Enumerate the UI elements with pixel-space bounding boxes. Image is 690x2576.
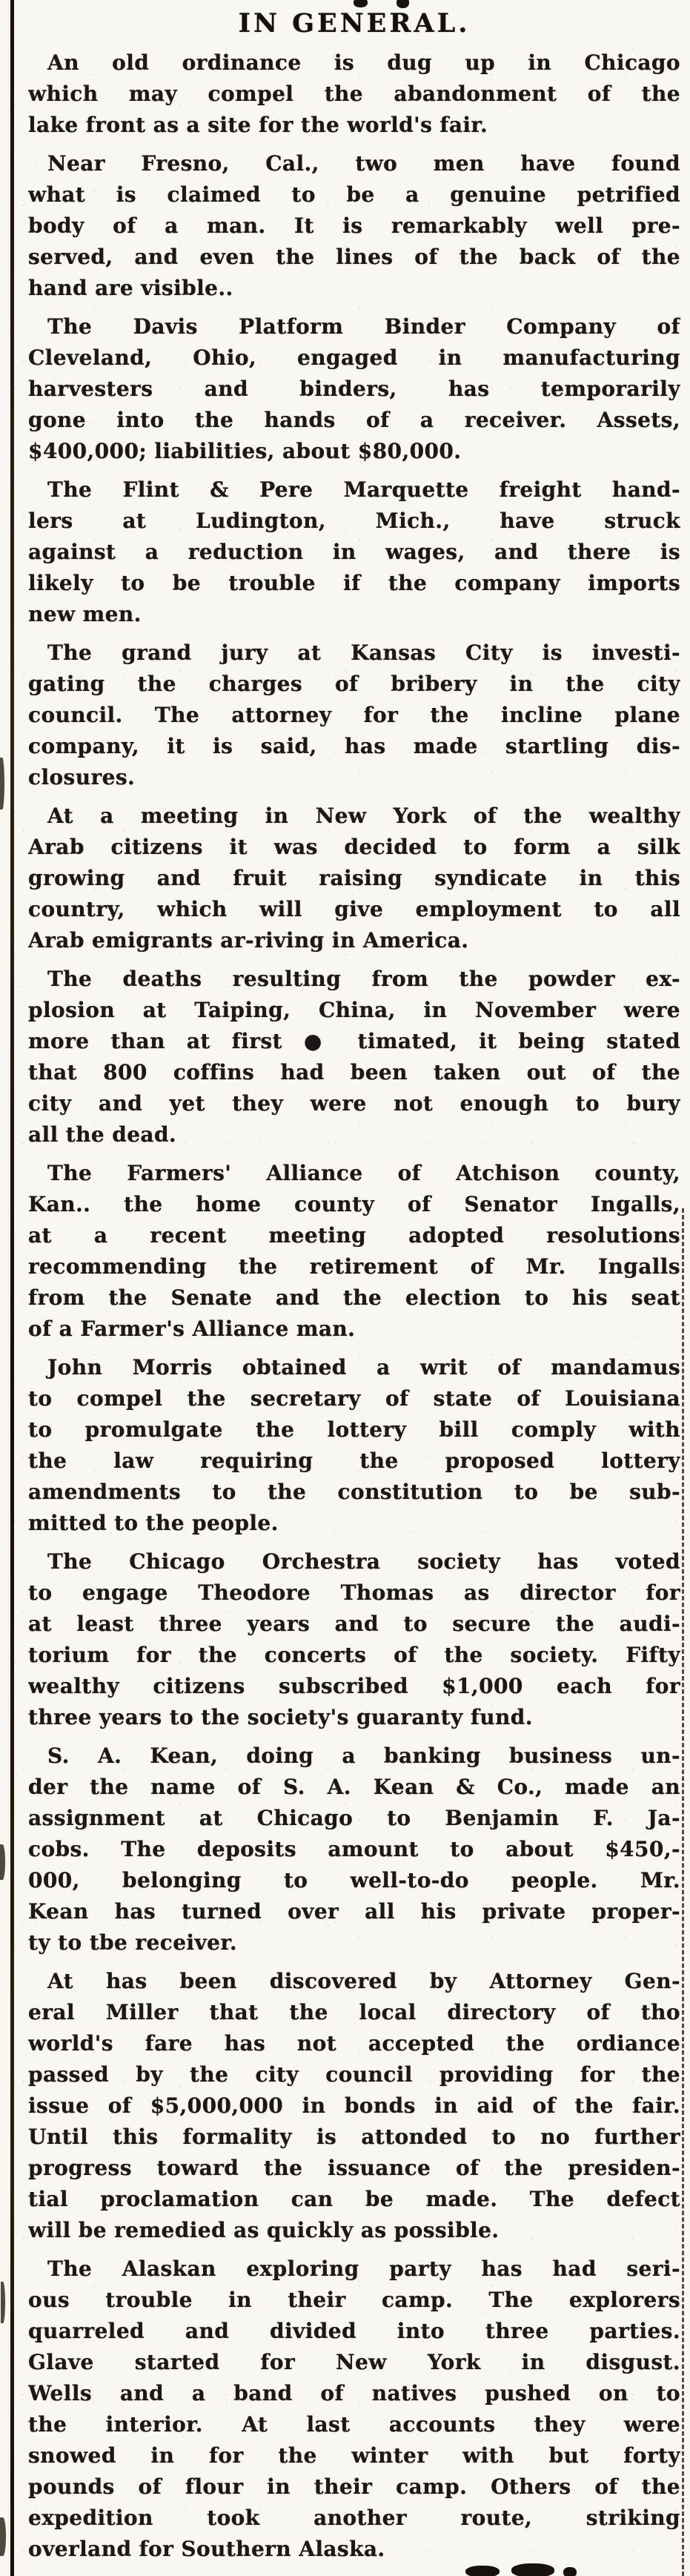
text-line: pounds of flour in their camp. Others of the (28, 2474, 680, 2499)
print-artifact (563, 2567, 577, 2576)
text-line: at a recent meeting adopted resolutions (28, 1223, 680, 1248)
text-line: Wells and a band of natives pushed on to (28, 2381, 680, 2406)
article-body (28, 47, 680, 2565)
text-line: recommending the retirement of Mr. Ingalls (28, 1254, 680, 1279)
text-line: Glave started for New York in disgust. (28, 2350, 680, 2374)
text-line: lers at Ludington, Mich., have struck (28, 509, 680, 533)
text-line: world's fare has not accepted the ordiance (28, 2031, 680, 2056)
text-line: quarreled and divided into three parties. (28, 2319, 680, 2343)
text-line: from the Senate and the election to his seat (28, 1285, 680, 1310)
column-rule-right-dashed (682, 1208, 684, 2576)
text-line: body of a man. It is remarkably well pre- (28, 213, 680, 238)
text-line: der the name of S. A. Kean & Co., made an (28, 1775, 680, 1799)
paragraph (28, 2254, 680, 2565)
text-line: Until this formality is attonded to no further (28, 2125, 680, 2149)
text-line: plosion at Taiping, China, in November were (28, 998, 680, 1022)
text-line: S. A. Kean, doing a banking business un- (47, 1744, 680, 1768)
text-line: torium for the concerts of the society. Fifty (28, 1643, 680, 1667)
text-line: The Flint & Pere Marquette freight hand- (47, 477, 680, 502)
text-line: hand are visible.. (28, 276, 233, 300)
text-line: eral Miller that the local directory of tho (28, 2000, 680, 2024)
text-line: assignment at Chicago to Benjamin F. Ja- (28, 1806, 680, 1830)
text-line: likely to be trouble if the company imports (28, 571, 680, 595)
text-line: to engage Theodore Thomas as director for (28, 1580, 680, 1605)
text-line: progress toward the issuance of the presiden- (28, 2156, 680, 2180)
text-line: to promulgate the lottery bill comply with (28, 1417, 680, 1442)
text-line: what is claimed to be a genuine petrified (28, 182, 680, 207)
text-line: The deaths resulting from the powder ex- (47, 967, 680, 991)
text-line: all the dead. (28, 1122, 177, 1147)
text-line: Cleveland, Ohio, engaged in manufacturing (28, 345, 680, 370)
paragraph (28, 474, 680, 630)
print-artifact (511, 2563, 554, 2576)
text-line: overland for Southern Alaska. (28, 2537, 385, 2561)
text-line: country, which will give employment to all (28, 897, 680, 921)
text-line: will be remedied as quickly as possible. (28, 2218, 500, 2242)
print-artifact (0, 2517, 6, 2556)
paragraph (28, 1546, 680, 1733)
text-line: more than at first ● timated, it being stated (28, 1029, 680, 1053)
text-line: city and yet they were not enough to bury (28, 1091, 680, 1116)
text-line: wealthy citizens subscribed $1,000 each for (28, 1674, 680, 1698)
text-line: Near Fresno, Cal., two men have found (47, 151, 680, 176)
print-artifact (0, 758, 4, 809)
text-line: of a Farmer's Alliance man. (28, 1317, 356, 1341)
text-line: gating the charges of bribery in the city (28, 672, 680, 696)
paragraph (28, 1158, 680, 1345)
text-line: The Farmers' Alliance of Atchison county, (47, 1161, 680, 1185)
text-line: Arab citizens it was decided to form a silk (28, 835, 680, 859)
text-line: the law requiring the proposed lottery (28, 1448, 680, 1473)
text-line: At a meeting in New York of the wealthy (47, 804, 680, 828)
paragraph (28, 1352, 680, 1539)
text-line: served, and even the lines of the back of the (28, 245, 680, 269)
paragraph (28, 1741, 680, 1959)
text-line: amendments to the constitution to be sub- (28, 1480, 680, 1504)
text-line: that 800 coffins had been taken out of the (28, 1060, 680, 1085)
print-artifact (1, 2282, 5, 2323)
paragraph (28, 47, 680, 141)
section-headline: IN GENERAL. (238, 8, 471, 39)
text-line: lake front as a site for the world's fair. (28, 113, 488, 137)
text-line: to compel the secretary of state of Louisiana (28, 1386, 680, 1411)
text-line: which may compel the abandonment of the (28, 82, 680, 106)
text-line: The Davis Platform Binder Company of (47, 314, 680, 339)
text-line: three years to the society's guaranty fund. (28, 1705, 533, 1729)
text-line: against a reduction in wages, and there is (28, 540, 680, 564)
text-line: ty to tbe receiver. (28, 1930, 238, 1955)
print-artifact (465, 2566, 500, 2576)
text-line: expedition took another route, striking (28, 2506, 680, 2530)
text-line: Arab emigrants ar-riving in America. (28, 928, 469, 953)
text-line: issue of $5,000,000 in bonds in aid of the fair. (28, 2093, 680, 2118)
text-line: John Morris obtained a writ of mandamus (47, 1355, 680, 1380)
paragraph (28, 964, 680, 1150)
text-line: mitted to the people. (28, 1511, 279, 1535)
text-line: The Alaskan exploring party has had seri- (47, 2257, 680, 2281)
text-line: At has been discovered by Attorney Gen- (47, 1969, 680, 1993)
paragraph (28, 311, 680, 467)
column-rule-left (10, 0, 14, 2576)
text-line: 000, belonging to well-to-do people. Mr. (28, 1868, 680, 1893)
text-line: snowed in for the winter with but forty (28, 2443, 680, 2468)
text-line: ous trouble in their camp. The explorers (28, 2288, 680, 2312)
text-line: growing and fruit raising syndicate in this (28, 866, 680, 890)
text-line: The grand jury at Kansas City is investi- (47, 640, 680, 665)
text-line: closures. (28, 765, 136, 789)
paragraph (28, 801, 680, 956)
text-line: $400,000; liabilities, about $80,000. (28, 439, 462, 463)
text-line: at least three years and to secure the audi- (28, 1612, 680, 1636)
news-column (28, 3, 680, 2565)
text-line: harvesters and binders, has temporarily (28, 377, 680, 401)
paragraph (28, 1966, 680, 2246)
text-line: company, it is said, has made startling dis- (28, 734, 680, 758)
text-line: the interior. At last accounts they were (28, 2412, 680, 2437)
text-line: council. The attorney for the incline plane (28, 703, 680, 727)
print-artifact (0, 1844, 5, 1880)
paragraph (28, 148, 680, 304)
text-line: Kan.. the home county of Senator Ingalls, (28, 1192, 680, 1216)
text-line: Kean has turned over all his private proper- (28, 1899, 680, 1924)
text-line: passed by the city council providing for the (28, 2062, 680, 2087)
text-line: gone into the hands of a receiver. Assets, (28, 408, 680, 432)
text-line: The Chicago Orchestra society has voted (47, 1549, 680, 1574)
paragraph (28, 638, 680, 793)
text-line: An old ordinance is dug up in Chicago (47, 50, 680, 75)
text-line: tial proclamation can be made. The defect (28, 2187, 680, 2211)
text-line: new men. (28, 602, 142, 626)
text-line: cobs. The deposits amount to about $450,- (28, 1837, 680, 1861)
